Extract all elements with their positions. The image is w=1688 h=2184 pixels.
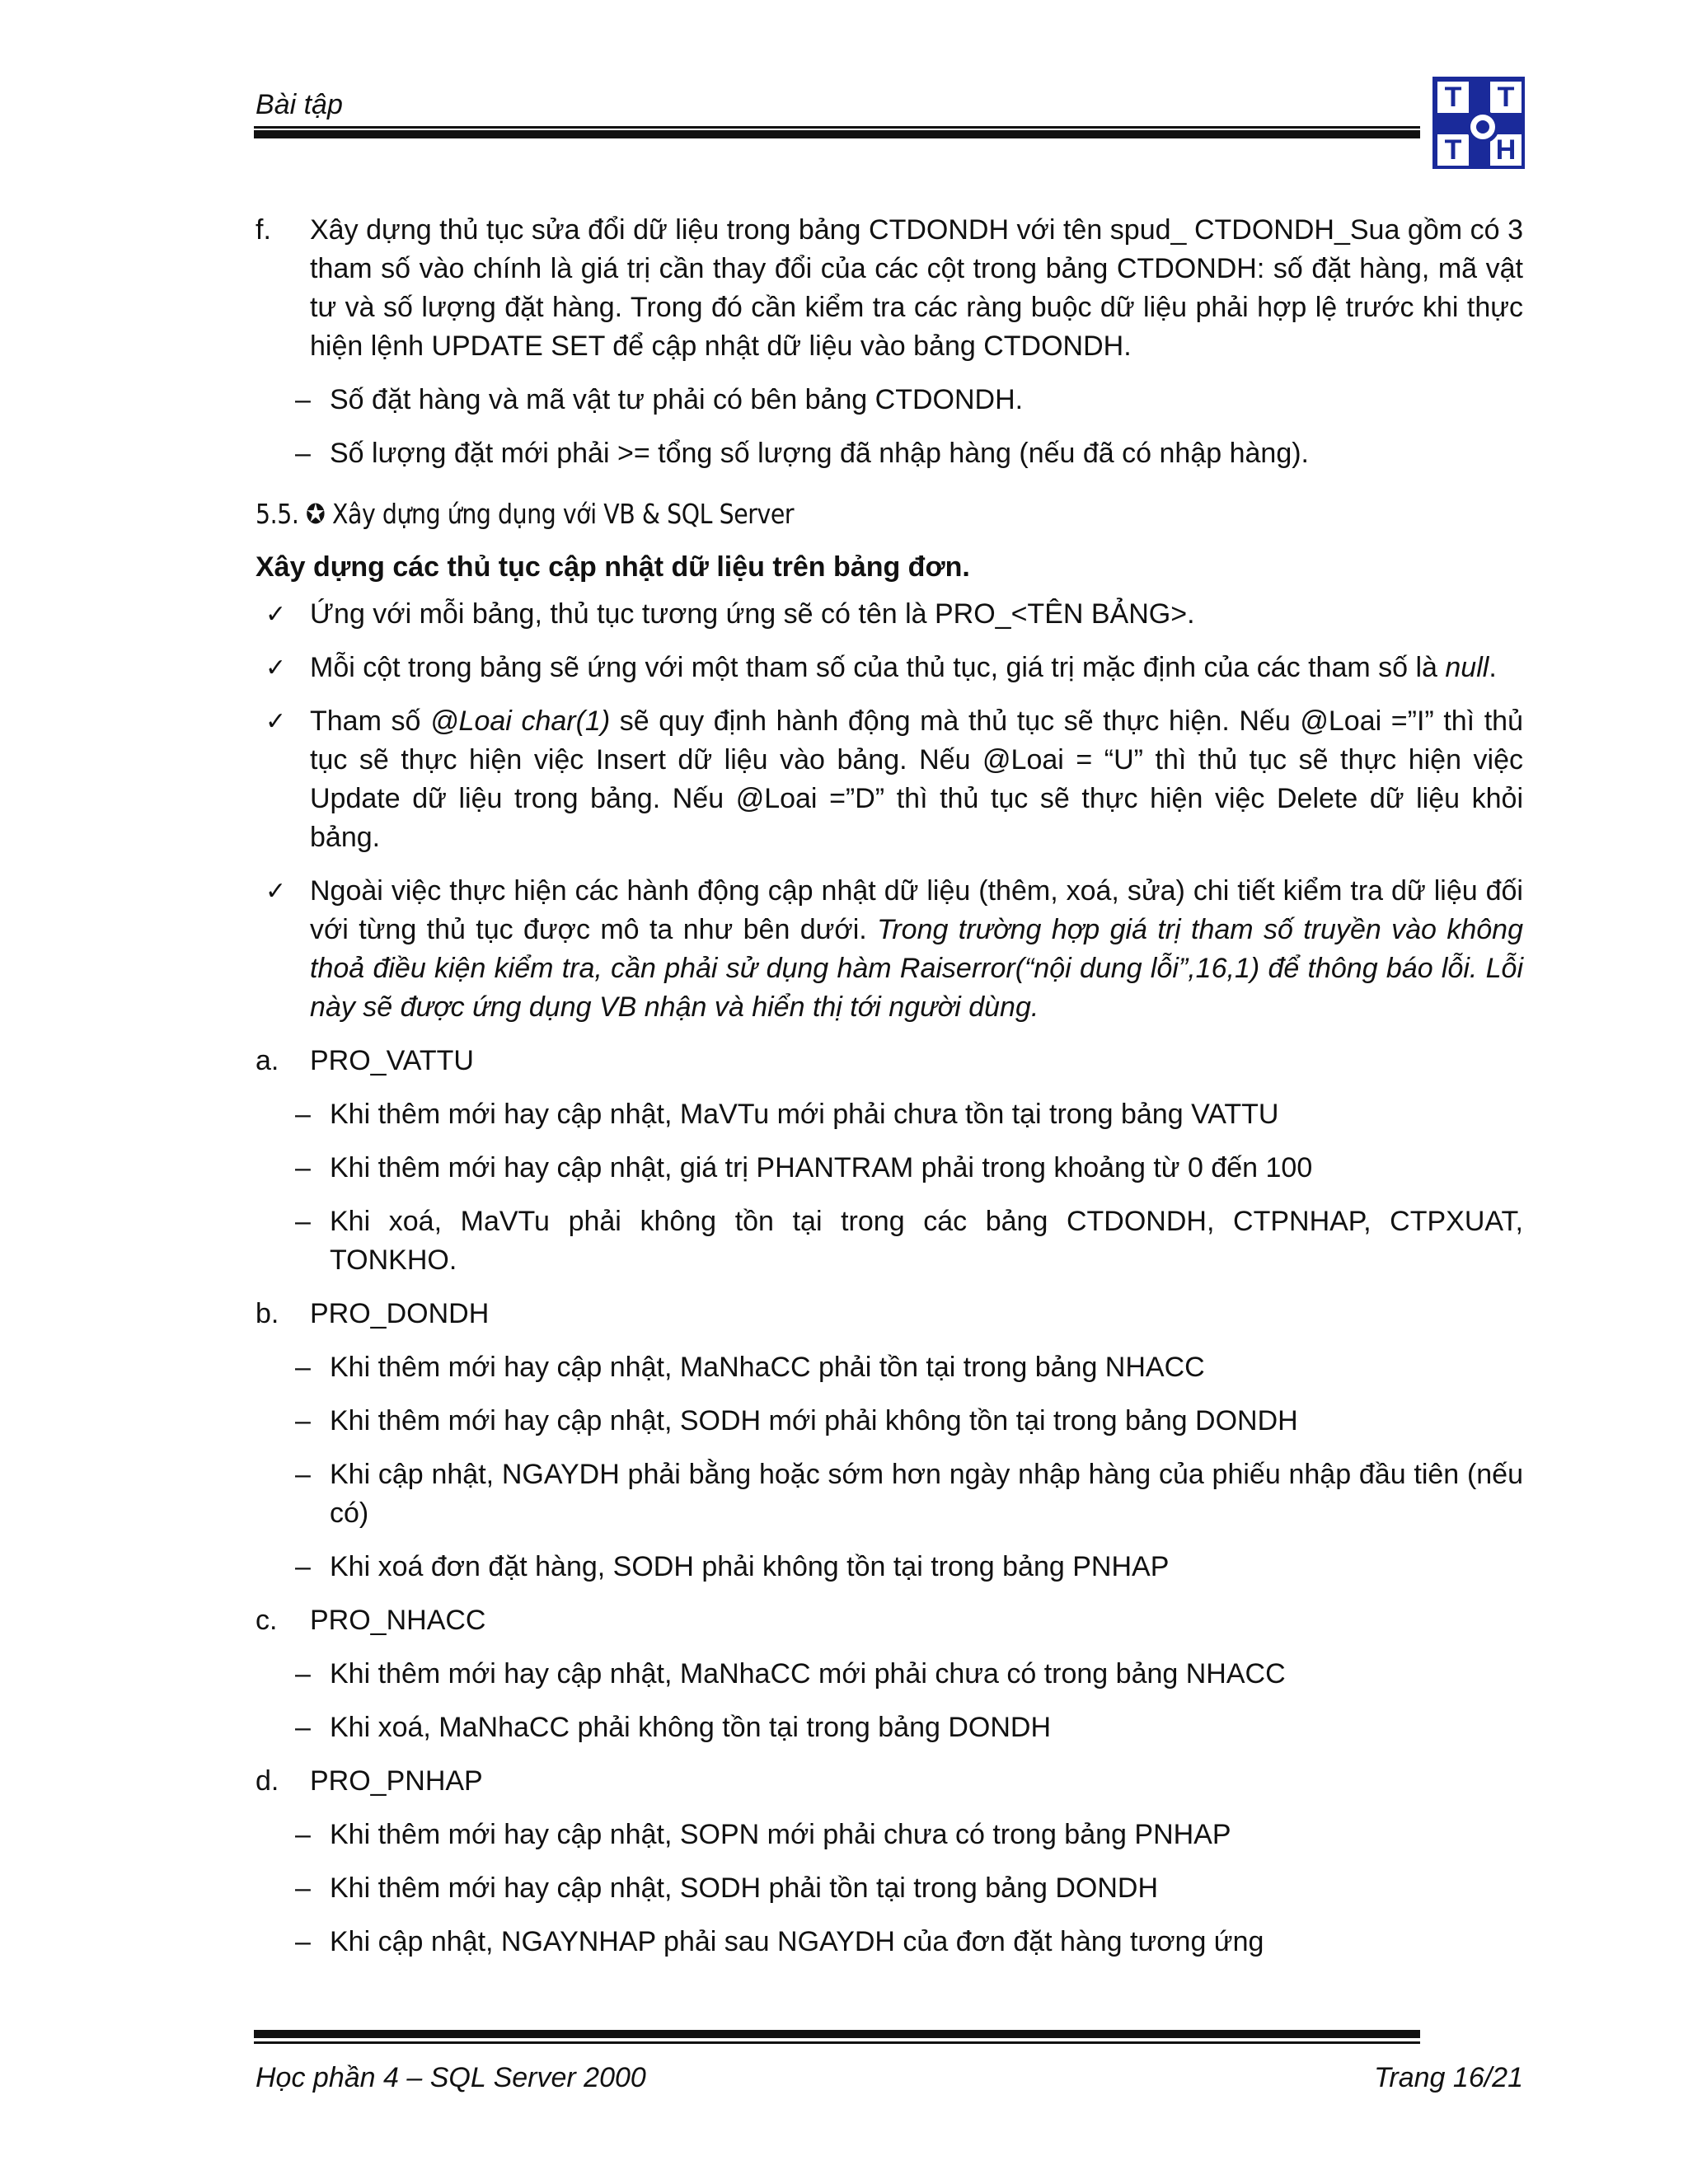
proc-name: PRO_NHACC [310,1605,486,1636]
tt-th-logo [1432,77,1525,169]
dash-marker: – [295,438,311,469]
section-heading: 5.5. ✪ Xây dựng ứng dụng với VB & SQL Server [256,498,795,530]
rule-text: Khi thêm mới hay cập nhật, giá trị PHANTRAM phải trong khoảng từ 0 đến 100 [330,1152,1313,1183]
item-f-rule-2 [256,434,1523,473]
item-marker: b. [256,1298,279,1329]
dash-marker: – [295,1152,311,1183]
footer-rule-thin [254,2041,1420,2044]
check-item-4 [256,872,1523,1027]
logo-circle-icon [1466,110,1499,143]
proc-heading-c [256,1601,1523,1640]
logo-letter-h: H [1488,132,1524,168]
item-f-text: Xây dựng thủ tục sửa đổi dữ liệu trong bảng CTDONDH với tên spud_ CTDONDH_Sua gồm có 3 tham số vào chính là giá trị cần thay đổi của các cột trong bảng CTDONDH: số đặt hàng, mã vật tư và số lượng đặt hàng. Trong đó cần kiểm tra các ràng buộc dữ liệu phải hợp lệ trước khi thực hiện lệnh UPDATE SET để cập nhật dữ liệu vào bảng CTDONDH. [310,214,1523,362]
proc-d-rule-2 [256,1869,1523,1908]
rule-text: Khi thêm mới hay cập nhật, SODH phải tồn tại trong bảng DONDH [330,1872,1158,1904]
proc-heading-b [256,1295,1523,1333]
check3-text-c: sẽ quy định hành động mà thủ tục sẽ thực hiện. Nếu @Loai =”I” thì thủ tục sẽ thực hiện việc Insert dữ liệu vào bảng. Nếu @Loai = “U” thì thủ tục sẽ thực hiện việc Update dữ liệu trong bảng. Nếu @Loai =”D” thì thủ tục sẽ thực hiện việc Delete dữ liệu khỏi bảng. [310,705,1523,853]
item-marker: c. [256,1605,278,1636]
item-marker: a. [256,1045,279,1076]
check2-null: null [1445,652,1489,683]
proc-a-rule-1 [256,1095,1523,1134]
header-rule-thick [254,130,1420,138]
rule-text: Khi thêm mới hay cập nhật, MaNhaCC mới phải chưa có trong bảng NHACC [330,1658,1286,1690]
check-text: Ứng với mỗi bảng, thủ tục tương ứng sẽ có tên là PRO_<TÊN BẢNG>. [310,598,1195,630]
proc-b-rule-3 [256,1455,1523,1533]
dash-marker: – [295,1206,311,1237]
rule-text: Khi xoá đơn đặt hàng, SODH phải không tồn tại trong bảng PNHAP [330,1551,1170,1582]
dash-marker: – [295,1099,311,1130]
check-icon: ✓ [265,878,287,905]
dash-marker: – [295,1352,311,1383]
rule-text: Số lượng đặt mới phải >= tổng số lượng đã nhập hàng (nếu đã có nhập hàng). [330,438,1310,469]
proc-b-rule-1 [256,1348,1523,1387]
proc-b-rule-2 [256,1402,1523,1441]
dash-marker: – [295,1872,311,1904]
proc-heading-a [256,1042,1523,1080]
check2-text-a: Mỗi cột trong bảng sẽ ứng với một tham số của thủ tục, giá trị mặc định của các tham số là [310,652,1446,683]
rule-text: Khi thêm mới hay cập nhật, SODH mới phải không tồn tại trong bảng DONDH [330,1405,1298,1436]
item-marker: f. [256,214,271,246]
check4-italic: Trong trường hợp giá trị tham số truyền vào không thoả điều kiện kiểm tra, cần phải sử dụng hàm Raiserror(“nội dung lỗi”,16,1) để thông báo lỗi. Lỗi này sẽ được ứng dụng VB nhận và hiển thị tới người dùng. [310,914,1523,1023]
check3-param: @Loai char(1) [430,705,611,737]
footer-course: Học phần 4 – SQL Server 2000 [256,2062,646,2093]
rule-text: Khi thêm mới hay cập nhật, MaNhaCC phải tồn tại trong bảng NHACC [330,1352,1205,1383]
rule-text: Khi xoá, MaNhaCC phải không tồn tại trong bảng DONDH [330,1712,1052,1743]
proc-d-rule-1 [256,1816,1523,1854]
proc-d-rule-3 [256,1923,1523,1961]
rule-text: Khi cập nhật, NGAYNHAP phải sau NGAYDH của đơn đặt hàng tương ứng [330,1926,1264,1957]
logo-letter-t3: T [1435,132,1471,168]
dash-marker: – [295,1459,311,1490]
footer-page-number: Trang 16/21 [1374,2062,1523,2093]
dash-marker: – [295,384,311,415]
dash-marker: – [295,1926,311,1957]
page-header-title: Bài tập [256,89,343,120]
proc-c-rule-1 [256,1655,1523,1694]
item-marker: d. [256,1765,279,1797]
footer-rule-thick [254,2030,1420,2038]
check3-text-a: Tham số [310,705,431,737]
rule-text: Khi xoá, MaVTu phải không tồn tại trong các bảng CTDONDH, CTPNHAP, CTPXUAT, TONKHO. [330,1206,1523,1276]
item-f-rule-1 [256,381,1523,419]
check-icon: ✓ [265,654,287,682]
proc-a-rule-3 [256,1202,1523,1280]
proc-a-rule-2 [256,1149,1523,1188]
proc-heading-d [256,1762,1523,1801]
proc-name: PRO_VATTU [310,1045,474,1076]
proc-c-rule-2 [256,1708,1523,1747]
check-text [310,872,1523,1027]
logo-letter-t1: T [1435,79,1471,115]
check-item-1 [256,595,1523,634]
dash-marker: – [295,1658,311,1690]
page-body [256,211,1523,1961]
check-text [310,649,1523,687]
check-item-3 [256,702,1523,857]
rule-text: Khi thêm mới hay cập nhật, MaVTu mới phải chưa tồn tại trong bảng VATTU [330,1099,1279,1130]
proc-name: PRO_PNHAP [310,1765,483,1797]
check-icon: ✓ [265,601,287,628]
check2-text-c: . [1489,652,1497,683]
check-item-2 [256,649,1523,687]
rule-text: Khi cập nhật, NGAYDH phải bằng hoặc sớm hơn ngày nhập hàng của phiếu nhập đầu tiên (nếu có) [330,1459,1523,1529]
proc-b-rule-4 [256,1548,1523,1586]
logo-letter-t2: T [1488,79,1524,115]
rule-text: Khi thêm mới hay cập nhật, SOPN mới phải chưa có trong bảng PNHAP [330,1819,1231,1850]
header-rule-thin [254,126,1420,129]
check-icon: ✓ [265,708,287,735]
check-text [310,702,1523,857]
dash-marker: – [295,1551,311,1582]
check4-text-a: Ngoài việc thực hiện các hành động cập nhật dữ liệu (thêm, xoá, sửa) chi tiết kiểm tra dữ liệu đối với từng thủ tục được mô ta như bên dưới. [310,875,1523,945]
rule-text: Số đặt hàng và mã vật tư phải có bên bảng CTDONDH. [330,384,1024,415]
dash-marker: – [295,1712,311,1743]
dash-marker: – [295,1405,311,1436]
section-intro: Xây dựng các thủ tục cập nhật dữ liệu trên bảng đơn. [256,551,970,583]
item-f [256,211,1523,366]
proc-name: PRO_DONDH [310,1298,490,1329]
dash-marker: – [295,1819,311,1850]
